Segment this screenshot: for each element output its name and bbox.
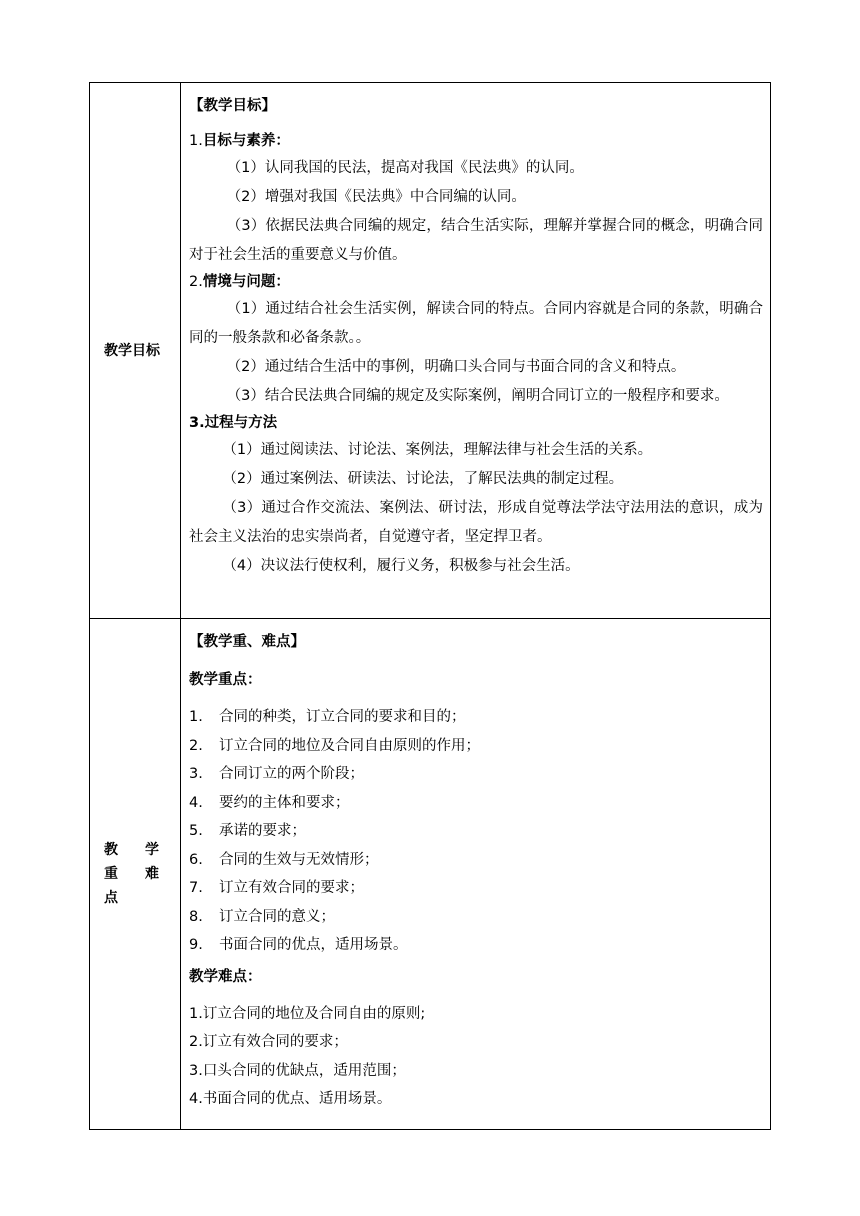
- difficult-points-heading: 教学难点：: [189, 968, 262, 985]
- key-points-heading: 教学重点：: [189, 672, 262, 688]
- key-difficult-title: 【教学重、难点】: [189, 634, 305, 650]
- key-point-item: 1. 合同的种类，订立合同的要求和目的；: [189, 709, 466, 725]
- section-heading: 2.情境与问题：: [189, 274, 290, 290]
- objectives-label: 教学目标: [104, 342, 160, 359]
- objective-item: （2）增强对我国《民法典》中合同编的认同。: [226, 189, 526, 205]
- objectives-row: [90, 83, 771, 619]
- key-difficult-row: [90, 619, 771, 1130]
- section-heading: 3.过程与方法: [189, 415, 278, 431]
- objective-item: （1）通过结合社会生活实例，解读合同的特点。合同内容就是合同的条款，明确合同的一般条款和必备条款。。: [189, 301, 763, 346]
- key-point-item: 4. 要约的主体和要求；: [189, 794, 350, 811]
- key-point-item: 7. 订立有效合同的要求；: [189, 880, 364, 896]
- objectives-content-cell: [181, 83, 771, 619]
- objective-item: （2）通过案例法、研读法、讨论法，了解民法典的制定过程。: [222, 471, 624, 487]
- key-difficult-content-cell: [181, 619, 771, 1130]
- objective-item: （3）结合民法典合同编的规定及实际案例，阐明合同订立的一般程序和要求。: [226, 388, 729, 404]
- difficult-point-item: 1.订立合同的地位及合同自由的原则;: [189, 1005, 426, 1022]
- objective-item: （2）通过结合生活中的事例，明确口头合同与书面合同的含义和特点。: [226, 359, 686, 375]
- lesson-plan-table: [89, 82, 771, 1130]
- objective-item: （1）认同我国的民法，提高对我国《民法典》的认同。: [226, 160, 584, 176]
- key-point-item: 6. 合同的生效与无效情形；: [189, 851, 379, 868]
- key-point-item: 5. 承诺的要求；: [189, 823, 306, 839]
- objective-item: （3）依据民法典合同编的规定，结合生活实际，理解并掌握合同的概念，明确合同对于社会生活的重要意义与价值。: [189, 218, 763, 263]
- key-point-item: 9. 书面合同的优点，适用场景。: [189, 937, 408, 953]
- objectives-title: 【教学目标】: [189, 98, 276, 114]
- difficult-point-item: 4.书面合同的优点、适用场景。: [189, 1091, 392, 1107]
- key-point-item: 3. 合同订立的两个阶段；: [189, 766, 364, 782]
- difficult-point-item: 2.订立有效合同的要求；: [189, 1034, 348, 1050]
- objectives-label-cell: [90, 83, 181, 619]
- key-difficult-label: 教学重难点: [104, 842, 166, 906]
- key-difficult-label-cell: [90, 619, 181, 1130]
- key-point-item: 8. 订立合同的意义；: [189, 908, 335, 925]
- section-heading: 1.目标与素养：: [189, 133, 290, 149]
- key-point-item: 2. 订立合同的地位及合同自由原则的作用；: [189, 737, 480, 754]
- objective-item: （4）决议法行使权利，履行义务，积极参与社会生活。: [222, 558, 580, 574]
- objective-item: （3）通过合作交流法、案例法、研讨法，形成自觉尊法学法守法用法的意识，成为社会主义法治的忠实崇尚者，自觉遵守者，坚定捍卫者。: [189, 500, 763, 545]
- difficult-point-item: 3.口头合同的优缺点，适用范围；: [189, 1062, 406, 1079]
- objective-item: （1）通过阅读法、讨论法、案例法，理解法律与社会生活的关系。: [222, 442, 653, 458]
